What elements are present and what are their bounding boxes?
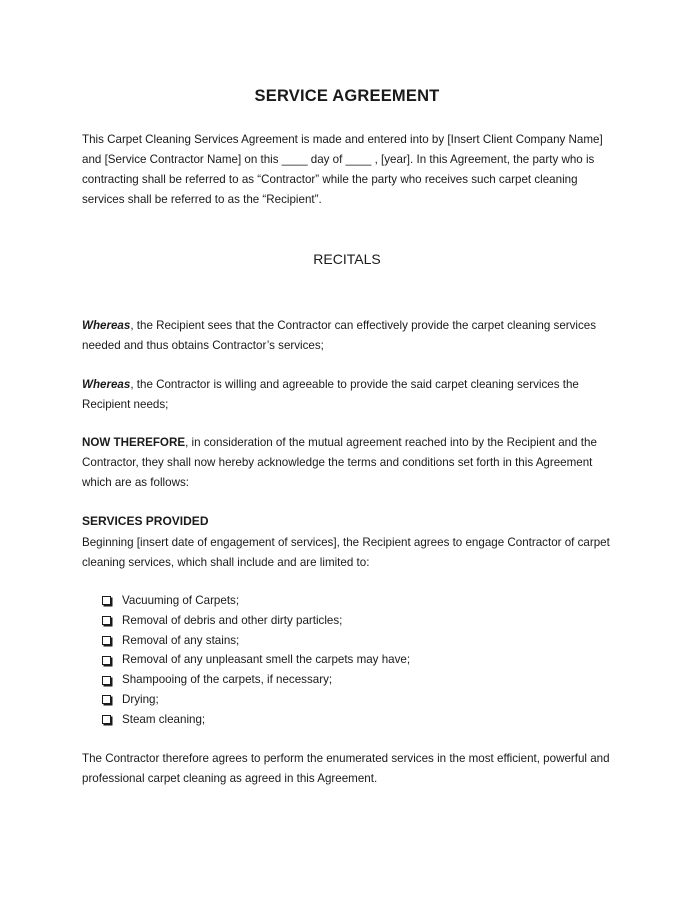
checkbox-icon xyxy=(102,616,111,625)
whereas-paragraph-1 xyxy=(82,316,612,356)
list-item xyxy=(102,631,410,651)
checkbox-icon xyxy=(102,676,111,685)
now-therefore-lead: NOW THEREFORE xyxy=(82,436,186,449)
whereas-text: , the Contractor is willing and agreeable to provide the said carpet cleaning services the Recipient needs; xyxy=(82,378,579,411)
whereas-text: , the Recipient sees that the Contractor can effectively provide the carpet cleaning services needed and thus obtains Contractor’s services; xyxy=(82,319,597,352)
services-list xyxy=(102,591,410,730)
list-item xyxy=(102,611,410,631)
checkbox-icon xyxy=(102,636,111,645)
list-item xyxy=(102,670,410,690)
services-intro-paragraph: Beginning [insert date of engagement of services], the Recipient agrees to engage Contractor of carpet cleaning services, which shall include and are limited to: xyxy=(82,536,610,569)
list-item-label: Vacuuming of Carpets; xyxy=(122,594,240,607)
list-item-label: Removal of any unpleasant smell the carpets may have; xyxy=(122,653,411,667)
services-heading: SERVICES PROVIDED xyxy=(82,514,209,528)
recitals-heading: RECITALS xyxy=(313,251,381,267)
list-item-label: Drying; xyxy=(122,692,159,706)
whereas-lead: Whereas xyxy=(82,378,131,391)
checkbox-icon xyxy=(102,596,111,605)
list-item-label: Steam cleaning; xyxy=(122,712,206,726)
document-title: SERVICE AGREEMENT xyxy=(254,87,440,105)
now-therefore-paragraph xyxy=(82,433,612,493)
list-item xyxy=(102,690,410,710)
whereas-paragraph-2 xyxy=(82,375,612,415)
checkbox-icon xyxy=(102,656,111,665)
closing-paragraph: The Contractor therefore agrees to perform the enumerated services in the most efficient, powerful and professional carpet cleaning as agreed in this Agreement. xyxy=(82,752,610,785)
now-therefore-text: , in consideration of the mutual agreement reached into by the Recipient and the Contractor, they shall now hereby acknowledge the terms and conditions set forth in this Agreement which are as follows: xyxy=(82,436,597,489)
list-item xyxy=(102,710,410,730)
list-item-label: Removal of debris and other dirty particles; xyxy=(122,613,343,627)
checkbox-icon xyxy=(102,695,111,704)
intro-paragraph: This Carpet Cleaning Services Agreement is made and entered into by [Insert Client Company Name] and [Service Contractor Name] on this ____ day of ____ , [year]. In this Agreement, the party who is contracting shall be referred to as “Contractor” while the party who receives such carpet cleaning services shall be referred to as the “Recipient”. xyxy=(82,133,603,206)
whereas-lead: Whereas xyxy=(82,319,131,332)
list-item xyxy=(102,650,410,670)
list-item xyxy=(102,591,410,611)
list-item-label: Shampooing of the carpets, if necessary; xyxy=(122,673,333,687)
checkbox-icon xyxy=(102,715,111,724)
list-item-label: Removal of any stains; xyxy=(122,633,240,647)
